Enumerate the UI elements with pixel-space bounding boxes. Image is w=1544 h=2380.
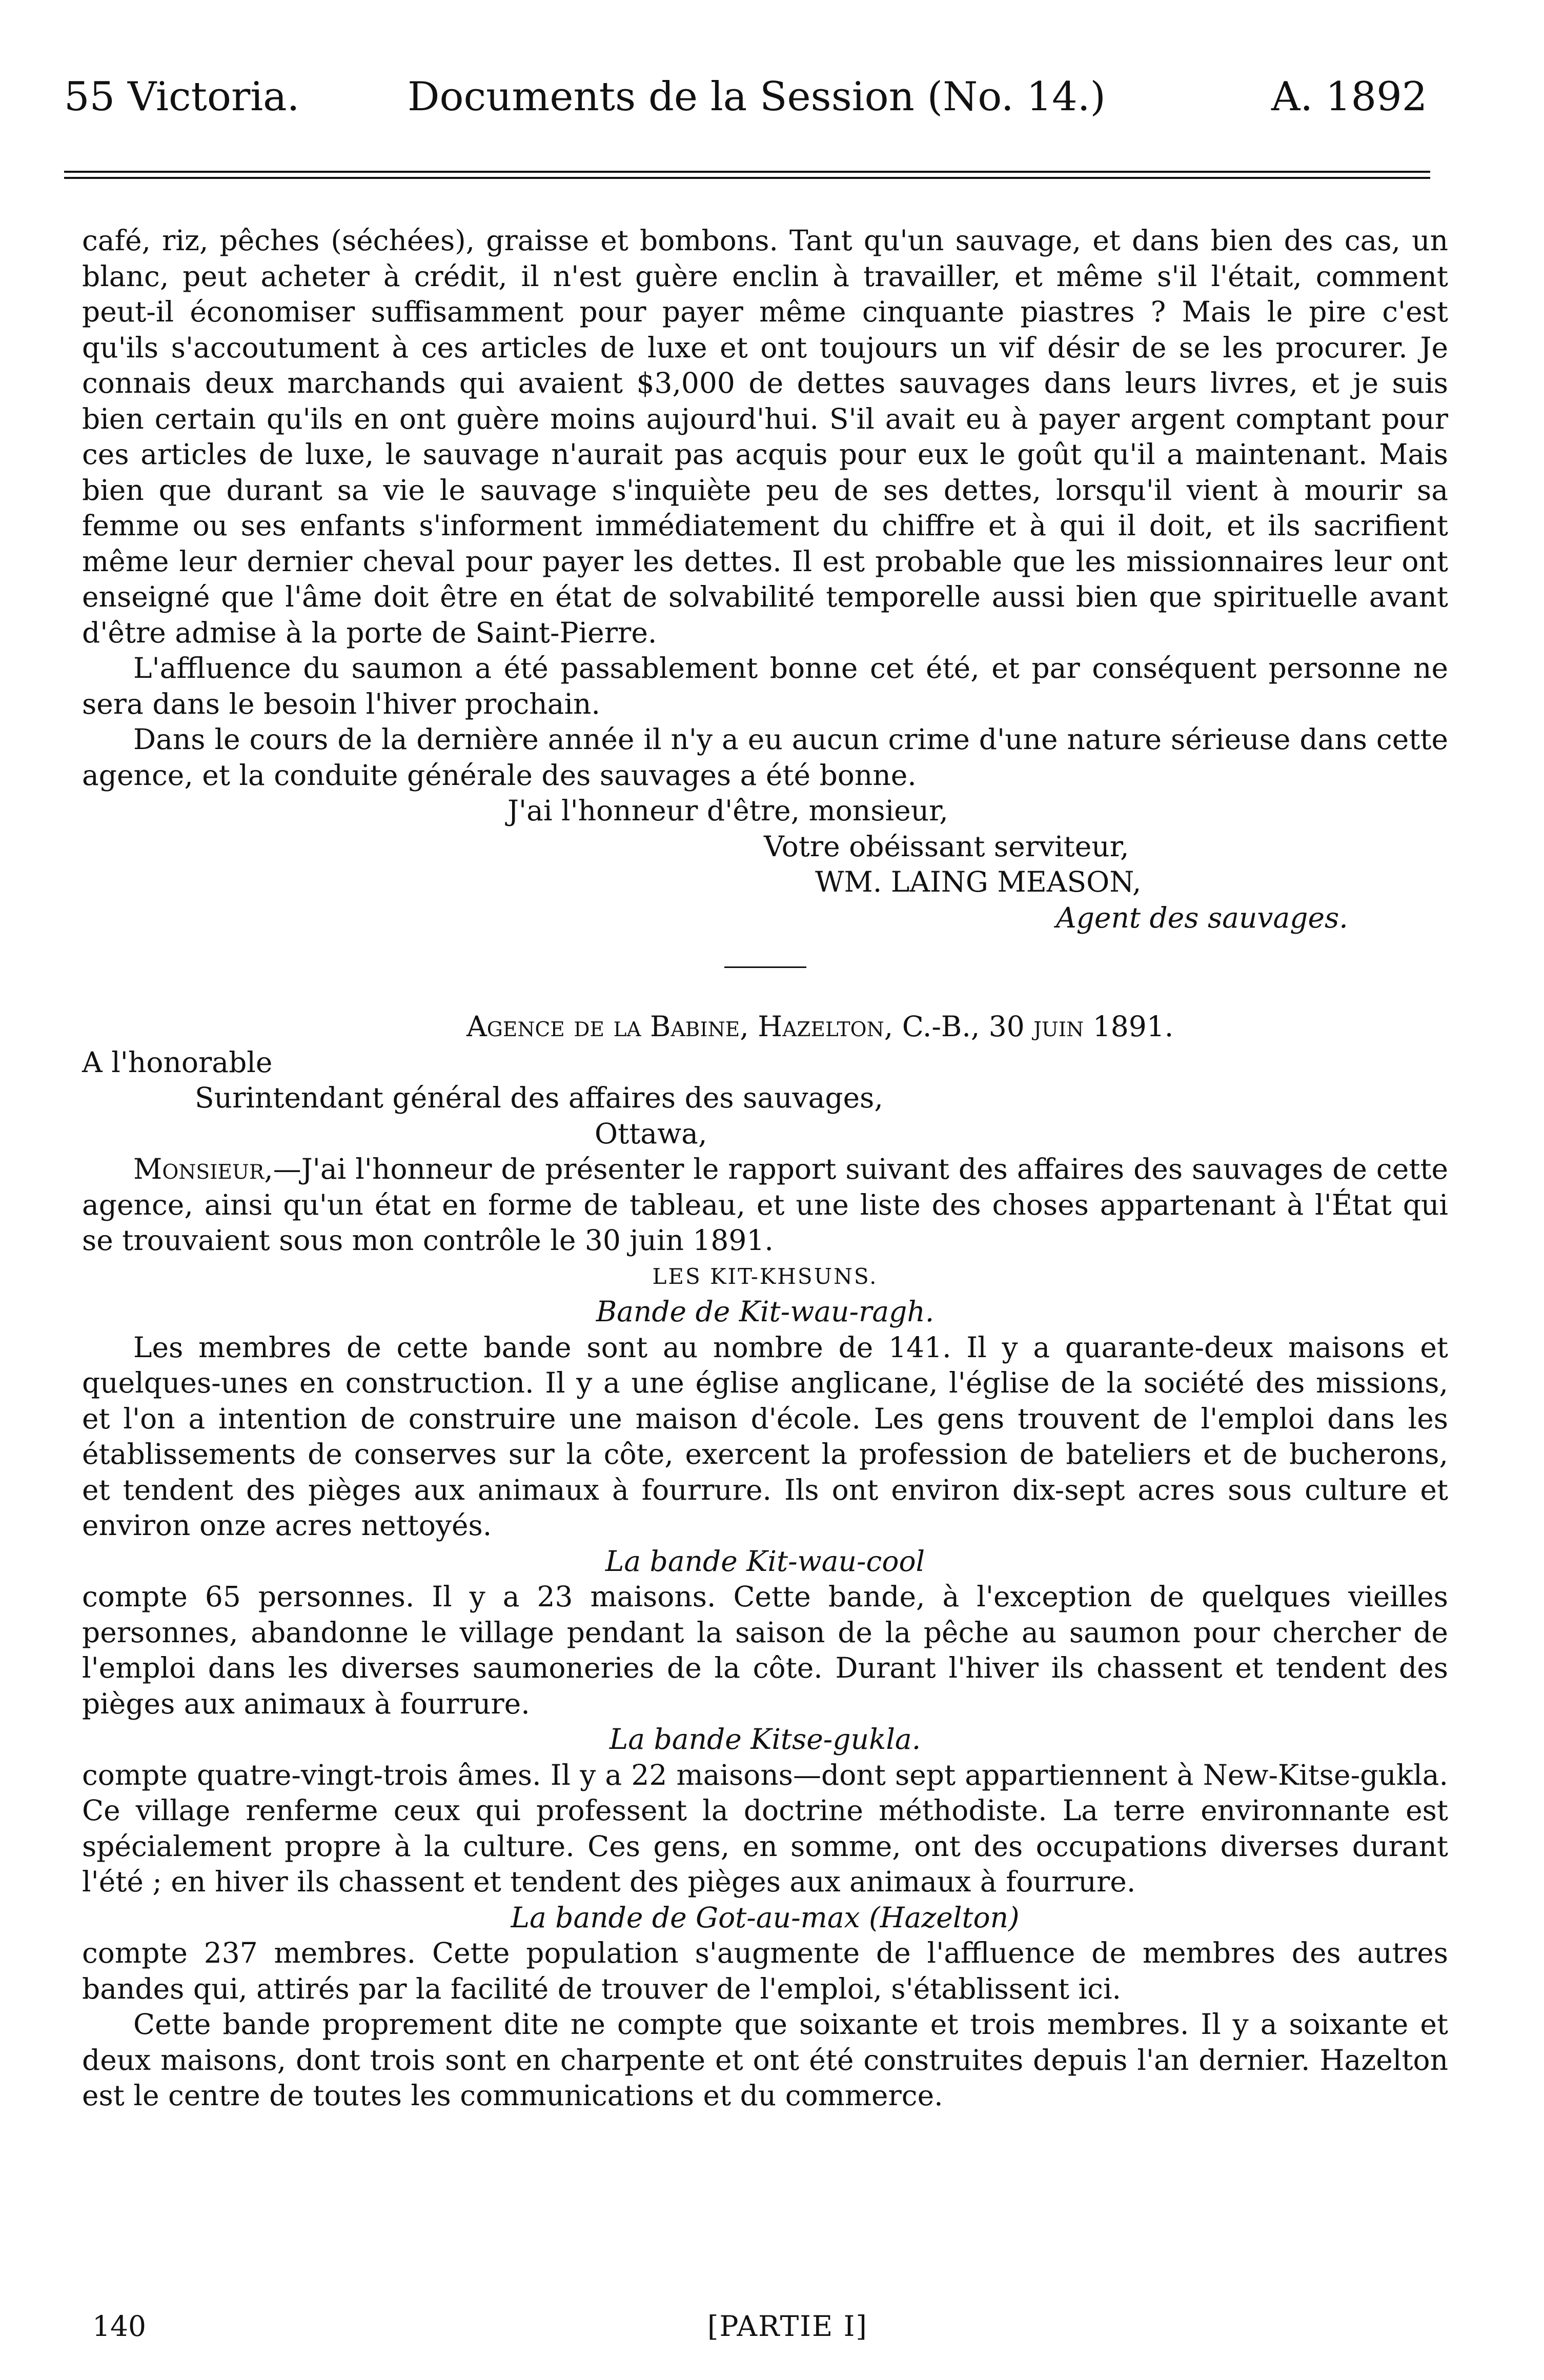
letter1-paragraph-3: Dans le cours de la dernière année il n'y a eu aucun crime d'une nature sérieuse dans cette agence, et la conduite générale des sauvages a été bonne. xyxy=(82,723,1448,792)
letter1-servant: Votre obéissant serviteur, xyxy=(764,830,1129,863)
page-number: 140 xyxy=(92,2310,146,2343)
letter2-address-3: Ottawa, xyxy=(595,1117,707,1150)
band-3-text: compte quatre-vingt-trois âmes. Il y a 22 maisons—dont sept appartiennent à New-Kitse-gukla. Ce village renferme ceux qui professent la doctrine méthodiste. La terre environnante est spécialement propre à la culture. Ces gens, en somme, ont des occupations diverses durant l'été ; en hiver ils chassent et tendent des pièges aux animaux à fourrure. xyxy=(82,1758,1448,1898)
band-4-text: compte 237 membres. Cette population s'augmente de l'affluence de membres des autres bandes qui, attirés par la facilité de trouver de l'emploi, s'établissent ici. xyxy=(82,1937,1448,2005)
letter1-paragraph-1: café, riz, pêches (séchées), graisse et bombons. Tant qu'un sauvage, et dans bien des cas, un blanc, peut acheter à crédit, il n'est guère enclin à travailler, et même s'il l'était, comment peut-il économiser suffisamment pour payer même cinquante piastres ? Mais le pire c'est qu'ils s'accoutument à ces articles de luxe et ont toujours un vif désir de se les procurer. Je connais deux marchands qui avaient $3,000 de dettes sauvages dans leurs livres, et je suis bien certain qu'ils en ont guère moins aujourd'hui. S'il avait eu à payer argent comptant pour ces articles de luxe, le sauvage n'aurait pas acquis pour eux le goût qu'il a maintenant. Mais bien que durant sa vie le sauvage s'inquiète peu de ses dettes, lorsqu'il vient à mourir sa femme ou ses enfants s'informent immédiatement du chiffre et à qui il doit, et ils sacrifient même leur dernier cheval pour payer les dettes. Il est probable que les missionnaires leur ont enseigné que l'âme doit être en état de solvabilité temporelle aussi bien que spirituelle avant d'être admise à la porte de Saint-Pierre. xyxy=(82,224,1448,649)
band-2-text: compte 65 personnes. Il y a 23 maisons. Cette bande, à l'exception de quelques vieilles personnes, abandonne le village pendant la saison de la pêche au saumon pour chercher de l'emploi dans les diverses saumoneries de la côte. Durant l'hiver ils chassent et tendent des pièges aux animaux à fourrure. xyxy=(82,1580,1448,1720)
band-1-text: Les membres de cette bande sont au nombre de 141. Il y a quarante-deux maisons et quelques-unes en construction. Il y a une église anglicane, l'église de la société des missions, et l'on a intention de construire une maison d'école. Les gens trouvent de l'emploi dans les établissements de conserves sur la côte, exercent la profession de bateliers et de bucherons, et tendent des pièges aux animaux à fourrure. Ils ont environ dix-sept acres sous culture et environ onze acres nettoyés. xyxy=(82,1330,1448,1542)
letter2-intro xyxy=(82,1152,1448,1259)
header-left: 55 Victoria. xyxy=(64,74,300,120)
header-rule-top xyxy=(64,171,1430,173)
section-divider xyxy=(724,966,806,968)
header-center: Documents de la Session (No. 14.) xyxy=(408,74,1106,120)
letter1-paragraph-2: L'affluence du saumon a été passablement bonne cet été, et par conséquent personne ne sera dans le besoin l'hiver prochain. xyxy=(82,652,1448,720)
band-1-title: Bande de Kit-wau-ragh. xyxy=(596,1295,934,1328)
letter2-address-2: Surintendant général des affaires des sauvages, xyxy=(195,1081,883,1114)
letter1-closing: J'ai l'honneur d'être, monsieur, xyxy=(507,794,948,827)
letter2-address-1: A l'honorable xyxy=(82,1045,273,1079)
header-rule-bottom xyxy=(64,177,1430,179)
body-text xyxy=(82,223,1448,2114)
letter1-signature: WM. LAING MEASON, xyxy=(815,865,1142,898)
letter2-dateline: Agence de la Babine, Hazelton, C.-B., 30 juin 1891. xyxy=(466,1010,1174,1043)
band-2-title: La bande Kit-wau-cool xyxy=(605,1544,925,1578)
letter2-salutation: Monsieur, xyxy=(133,1153,273,1185)
band-4-text-2: Cette bande proprement dite ne compte que soixante et trois membres. Il y a soixante et deux maisons, dont trois sont en charpente et ont été construites depuis l'an dernier. Hazelton est le centre de toutes les communications et du commerce. xyxy=(82,2008,1448,2112)
letter2-intro-text: —J'ai l'honneur de présenter le rapport suivant des affaires des sauvages de cette agence, ainsi qu'un état en forme de tableau, et une liste des choses appartenant à l'État qui se trouvaient sous mon contrôle le 30 juin 1891. xyxy=(82,1153,1448,1257)
band-4-title: La bande de Got-au-max (Hazelton) xyxy=(511,1901,1020,1934)
header-right: A. 1892 xyxy=(1271,74,1428,120)
part-label: [PARTIE I] xyxy=(707,2310,868,2343)
band-3-title: La bande Kitse-gukla. xyxy=(609,1723,921,1756)
letter1-title: Agent des sauvages. xyxy=(1056,901,1348,934)
section-heading: LES KIT-KHSUNS. xyxy=(652,1263,878,1289)
